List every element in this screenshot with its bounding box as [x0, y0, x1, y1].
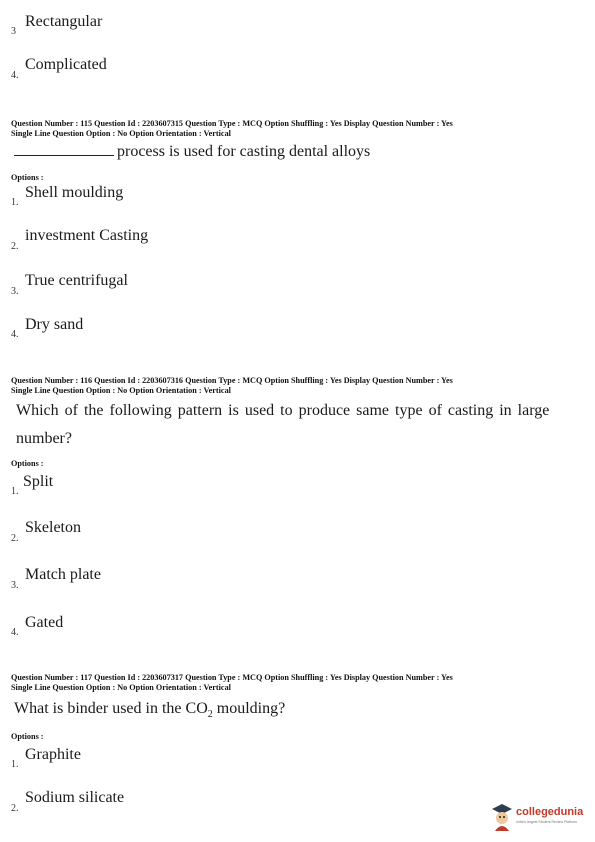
collegedunia-logo [488, 803, 588, 833]
option-text: Match plate [25, 566, 101, 583]
option-number: 4. [11, 329, 19, 340]
option-text: Gated [25, 614, 64, 631]
question-meta-line: Single Line Question Option : No Option Orientation : Vertical [11, 128, 231, 138]
logo-tagline: India's largest Student Review Platform [516, 820, 577, 824]
option-number: 2. [11, 241, 19, 252]
option-text: Dry sand [25, 316, 84, 333]
option-number: 3 [11, 26, 16, 37]
subscript: 2 [207, 709, 213, 721]
question-text-line: Which of the following pattern is used to produce same type of casting in large [16, 402, 550, 419]
question-text [14, 143, 370, 161]
logo-name: collegedunia [516, 806, 584, 818]
option-text: Shell moulding [25, 184, 124, 201]
question-text [14, 700, 285, 720]
option-number: 4. [11, 70, 19, 81]
option-text: Split [23, 473, 54, 490]
option-text: Complicated [25, 56, 107, 73]
option-text: Graphite [25, 746, 81, 763]
question-meta-line: Question Number : 117 Question Id : 2203607317 Question Type : MCQ Option Shuffling : Yes Display Question Number : Yes [11, 673, 453, 682]
option-number: 1. [11, 759, 19, 770]
option-number: 3. [11, 286, 19, 297]
fill-in-blank [14, 143, 114, 156]
question-meta [11, 376, 453, 395]
option-text: True centrifugal [25, 272, 128, 289]
options-label: Options : [11, 732, 44, 741]
question-meta-line: Question Number : 116 Question Id : 2203607316 Question Type : MCQ Option Shuffling : Yes Display Question Number : Yes [11, 376, 453, 385]
option-number: 4. [11, 627, 19, 638]
question-meta-line: Single Line Question Option : No Option Orientation : Vertical [11, 385, 231, 395]
option-text: Sodium silicate [25, 789, 125, 806]
option-number: 2. [11, 533, 19, 544]
question-text-part: What is binder used in the CO [14, 700, 208, 717]
option-text: Rectangular [25, 13, 103, 30]
option-text: Skeleton [25, 519, 81, 536]
student-mascot-icon [490, 803, 514, 831]
option-number: 2. [11, 803, 19, 814]
question-text-part: moulding? [212, 700, 286, 717]
option-number: 1. [11, 197, 19, 208]
question-meta-line: Single Line Question Option : No Option Orientation : Vertical [11, 682, 231, 692]
options-label: Options : [11, 459, 44, 468]
options-label: Options : [11, 173, 44, 182]
question-meta-line: Question Number : 115 Question Id : 2203607315 Question Type : MCQ Option Shuffling : Yes Display Question Number : Yes [11, 119, 453, 128]
question-meta [11, 119, 453, 138]
question-meta [11, 673, 453, 692]
option-number: 1. [11, 486, 19, 497]
question-text-content: process is used for casting dental alloys [117, 143, 371, 160]
option-number: 3. [11, 580, 19, 591]
question-text-line: number? [16, 430, 72, 447]
option-text: investment Casting [25, 227, 149, 244]
